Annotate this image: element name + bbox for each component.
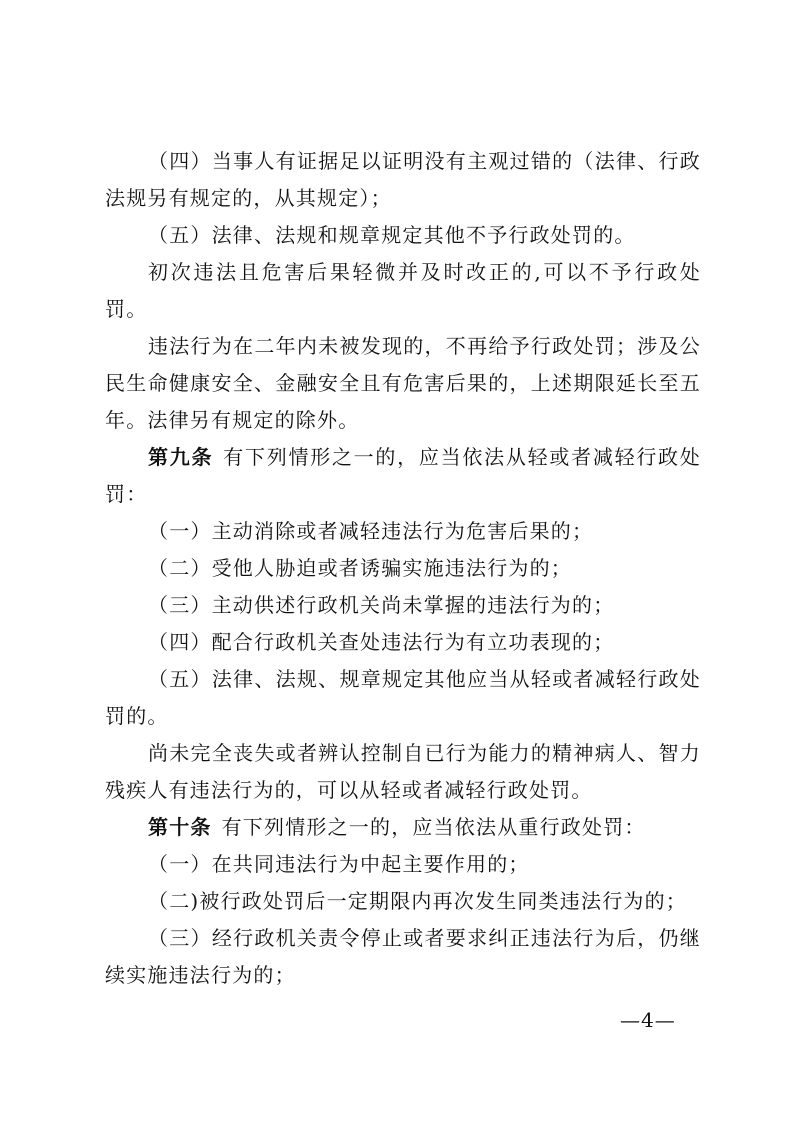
article-label: 第九条	[148, 445, 214, 469]
paragraph-text: （四）配合行政机关查处违法行为有立功表现的；	[148, 630, 615, 654]
paragraph	[105, 587, 701, 624]
paragraph-text: 有下列情形之一的，应当依法从重行政处罚：	[221, 815, 646, 839]
paragraph-text: （五）法律、法规和规章规定其他不予行政处罚的。	[148, 223, 636, 247]
article-10-heading	[105, 809, 701, 846]
paragraph-text: （三）主动供述行政机关尚未掌握的违法行为的；	[148, 593, 615, 617]
article-label: 第十条	[148, 815, 212, 839]
paragraph	[105, 328, 701, 439]
paragraph-text: （五）法律、法规、规章规定其他应当从轻或者减轻行政处罚的。	[105, 667, 701, 728]
paragraph-text: 尚未完全丧失或者辨认控制自已行为能力的精神病人、智力残疾人有违法行为的，可以从轻或者减轻行政处罚。	[105, 741, 701, 802]
paragraph	[105, 143, 701, 217]
paragraph-text: （二)被行政处罚后一定期限内再次发生同类违法行为的；	[148, 889, 688, 913]
article-9-heading	[105, 439, 701, 513]
paragraph	[105, 254, 701, 328]
paragraph	[105, 846, 701, 883]
paragraph-text: （四）当事人有证据足以证明没有主观过错的（法律、行政法规另有规定的，从其规定）；	[105, 149, 701, 210]
paragraph-text: （一）在共同违法行为中起主要作用的；	[148, 852, 530, 876]
paragraph-text: 违法行为在二年内未被发现的，不再给予行政处罚；涉及公民生命健康安全、金融安全且有危害后果的，上述期限延长至五年。法律另有规定的除外。	[105, 334, 701, 432]
paragraph-text: （三）经行政机关责令停止或者要求纠正违法行为后，仍继续实施违法行为的；	[105, 926, 701, 987]
paragraph-text: （一）主动消除或者减轻违法行为危害后果的；	[148, 519, 594, 543]
paragraph	[105, 661, 701, 735]
paragraph	[105, 624, 701, 661]
paragraph-text: （二）受他人胁迫或者诱骗实施违法行为的；	[148, 556, 572, 580]
document-body	[105, 143, 701, 994]
paragraph-text: 初次违法且危害后果轻微并及时改正的,可以不予行政处罚。	[105, 260, 701, 321]
paragraph	[105, 513, 701, 550]
paragraph-text: 有下列情形之一的，应当依法从轻或者减轻行政处罚：	[105, 445, 701, 506]
page-number: —4—	[620, 1008, 676, 1032]
paragraph	[105, 735, 701, 809]
paragraph	[105, 217, 701, 254]
paragraph	[105, 920, 701, 994]
paragraph	[105, 883, 701, 920]
paragraph	[105, 550, 701, 587]
